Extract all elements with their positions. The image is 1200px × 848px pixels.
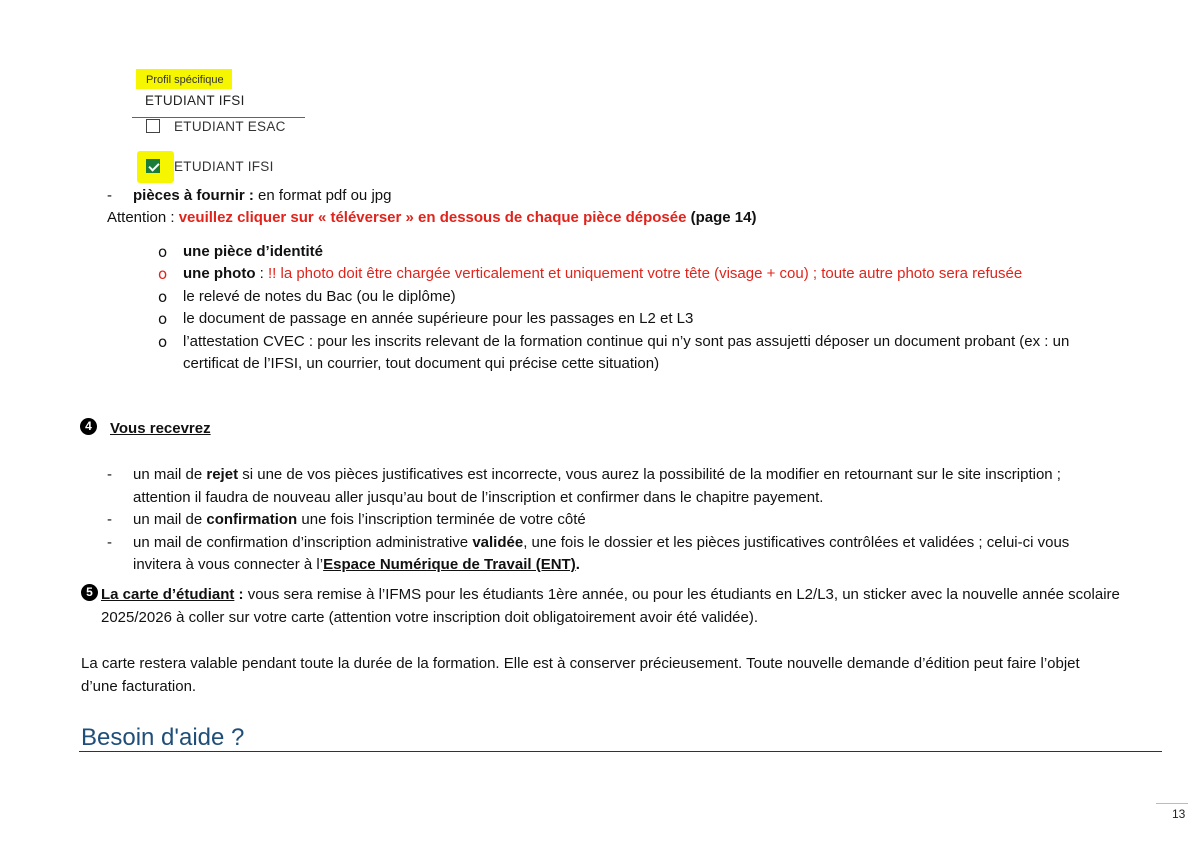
s4-dash-1: - — [107, 466, 112, 483]
section5-number: 5 — [81, 583, 98, 601]
pieces-dash: - — [107, 187, 112, 204]
piece-item-5-line1: l’attestation CVEC : pour les inscrits relevant de la formation continue qui n’y sont pas assujetti déposer un document probant (ex : un — [183, 333, 1070, 350]
checkbox-esac[interactable] — [146, 119, 160, 133]
piece-item-1: une pièce d’identité — [183, 243, 324, 260]
option-label-ifsi: ETUDIANT IFSI — [174, 159, 274, 174]
ent-link[interactable]: Espace Numérique de Travail (ENT) — [323, 556, 576, 573]
bullet-2: o — [158, 265, 168, 283]
section4-title: Vous recevrez — [110, 420, 211, 437]
help-heading: Besoin d'aide ? — [81, 724, 245, 751]
s4-dash-2: - — [107, 511, 112, 528]
attention-line: Attention : veuillez cliquer sur « téléverser » en dessous de chaque pièce déposée (page 14) — [107, 209, 757, 226]
paragraph-line2: d’une facturation. — [81, 678, 197, 695]
s4-item-3-line2: invitera à vous connecter à l’Espace Numérique de Travail (ENT). — [133, 556, 580, 573]
section5-line1: La carte d’étudiant : vous sera remise à l’IFMS pour les étudiants 1ère année, ou pour les étudiants en L2/L3, un sticker avec la nouvelle année scolaire — [101, 586, 1120, 603]
bullet-3: o — [158, 288, 168, 306]
paragraph-line1: La carte restera valable pendant toute la durée de la formation. Elle est à conserver précieusement. Toute nouvelle demande d’édition peut faire l’objet — [81, 655, 1080, 672]
profile-label: Profil spécifique — [146, 74, 224, 86]
profile-value: ETUDIANT IFSI — [145, 93, 245, 108]
page-number: 13 — [1172, 807, 1186, 821]
piece-item-4: le document de passage en année supérieure pour les passages en L2 et L3 — [183, 310, 694, 327]
s4-item-2: un mail de confirmation une fois l’inscription terminée de votre côté — [133, 511, 586, 528]
bullet-5: o — [158, 333, 168, 351]
s4-item-3: un mail de confirmation d’inscription administrative validée, une fois le dossier et les pièces justificatives contrôlées et validées ; celui-ci vous — [133, 534, 1070, 551]
pieces-line: pièces à fournir : en format pdf ou jpg — [133, 187, 392, 204]
profile-underline — [132, 117, 305, 118]
bullet-4: o — [158, 310, 168, 328]
section5-line2: 2025/2026 à coller sur votre carte (attention votre inscription doit obligatoirement avoir été validée). — [101, 609, 759, 626]
piece-item-3: le relevé de notes du Bac (ou le diplôme) — [183, 288, 456, 305]
bullet-1: o — [158, 243, 168, 261]
piece-item-2: une photo : !! la photo doit être chargée verticalement et uniquement votre tête (visage + cou) ; toute autre photo sera refusée — [183, 265, 1023, 282]
heading-rule — [79, 751, 1162, 752]
piece-item-5-line2: certificat de l’IFSI, un courrier, tout document qui précise cette situation) — [183, 355, 660, 372]
option-label-esac: ETUDIANT ESAC — [174, 119, 286, 134]
s4-item-1-line2: attention il faudra de nouveau aller jusqu’au bout de l’inscription et confirmer dans le chapitre payement. — [133, 489, 824, 506]
s4-item-1: un mail de rejet si une de vos pièces justificatives est incorrecte, vous aurez la possibilité de la modifier en retournant sur le site inscription ; — [133, 466, 1061, 483]
page-number-rule — [1156, 803, 1188, 804]
s4-dash-3: - — [107, 534, 112, 551]
section4-number: 4 — [80, 417, 97, 435]
checkbox-ifsi[interactable] — [146, 159, 160, 173]
